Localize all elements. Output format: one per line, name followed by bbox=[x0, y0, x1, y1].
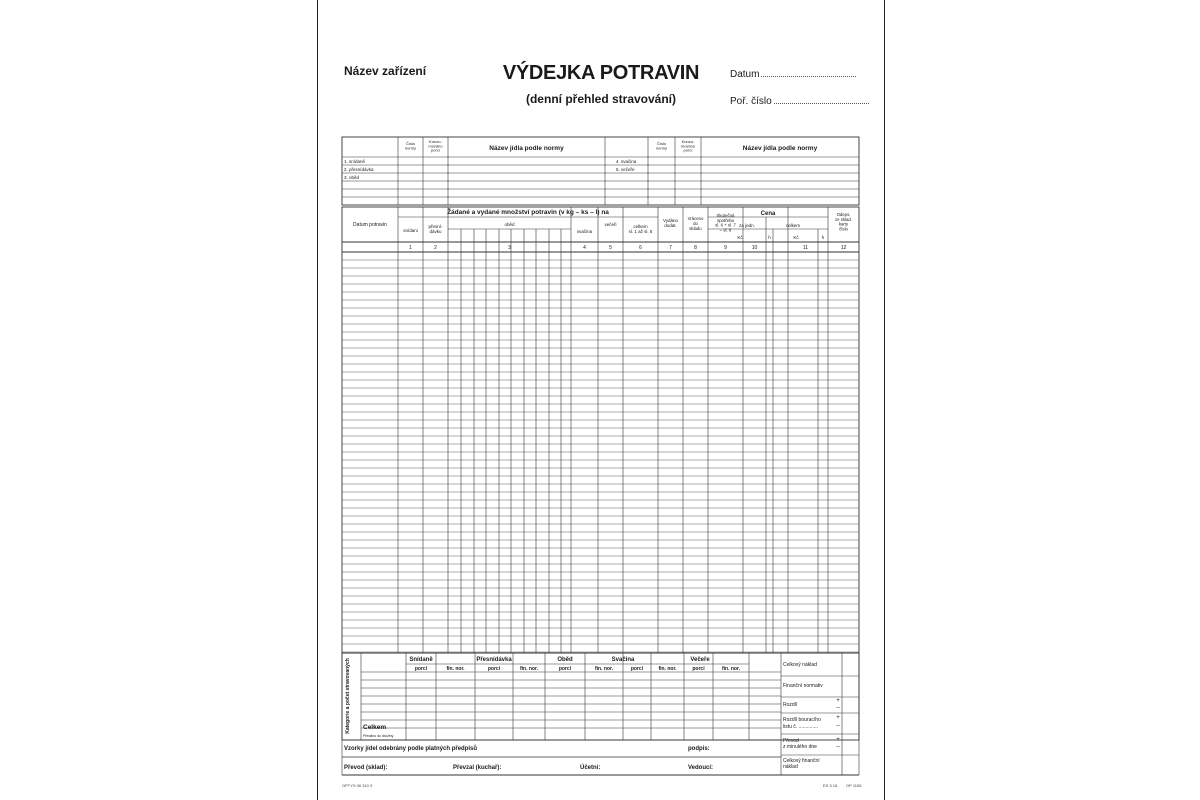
minus-sign: – bbox=[836, 744, 840, 750]
top-meal-right: 5. večeře bbox=[616, 167, 635, 172]
column-number: 4 bbox=[583, 245, 586, 251]
column-number: 3 bbox=[508, 245, 511, 251]
kc-header-2: Kč bbox=[793, 235, 799, 240]
summary-meal-header: Oběd bbox=[557, 657, 573, 663]
summary-porci-header: porcí bbox=[630, 666, 644, 672]
column-number: 1 bbox=[409, 245, 412, 251]
h-header-2: h bbox=[821, 235, 825, 240]
main-table-border bbox=[342, 207, 859, 653]
group-header: Žádané a vydané množství potravin (v kg – ks – l) na bbox=[447, 209, 609, 216]
skutecna-header: – sl. 8 bbox=[719, 227, 732, 233]
celkem-price-header: celkem bbox=[785, 223, 801, 228]
odeps-header: ze sklad. bbox=[835, 216, 852, 222]
plus-sign: + bbox=[836, 737, 840, 743]
column-number: 2 bbox=[434, 245, 437, 251]
summary-porci-header: porcí bbox=[414, 666, 428, 672]
kc-header-1: Kč bbox=[737, 235, 743, 240]
top-cislo-header-right: normy bbox=[655, 145, 668, 151]
top-meal-left: 3. oběd bbox=[344, 175, 360, 180]
top-meal-right: 4. svačina bbox=[616, 159, 637, 164]
summary-fin-nor-header: fin. nor. bbox=[519, 666, 539, 672]
top-meal-left: 1. snídaně bbox=[344, 159, 366, 164]
date-label: Datum bbox=[730, 69, 760, 80]
vraceno-header: do bbox=[693, 221, 698, 226]
top-nazev-header: Název jídla podle normy bbox=[489, 145, 564, 152]
vydano-header: Vydáno bbox=[662, 218, 679, 223]
column-number: 6 bbox=[639, 245, 642, 251]
summary-fin-nor-header: fin. nor. bbox=[594, 666, 614, 672]
sub-svacina-header: svačina bbox=[576, 229, 593, 234]
vraceno-header: Vráceno bbox=[687, 216, 704, 221]
right-rozdil-bouraciho: Rozdíl bouracího bbox=[783, 717, 821, 723]
summary-meal-header: Večeře bbox=[690, 657, 710, 663]
sub-obed-header: oběd bbox=[504, 222, 515, 227]
top-konz-header: porcí bbox=[431, 147, 440, 153]
top-nazev-header-right: Název jídla podle normy bbox=[742, 145, 818, 152]
right-prevod: Převod bbox=[783, 738, 799, 744]
column-number: 7 bbox=[669, 245, 672, 251]
sub-presnidavku-header: dávku bbox=[429, 229, 442, 234]
summary-porci-header: porcí bbox=[692, 666, 705, 672]
top-konz-header: mováno bbox=[428, 143, 443, 149]
right-rozdil: Rozdíl bbox=[783, 702, 798, 708]
top-konz-header-right: mováno bbox=[680, 143, 696, 149]
footer-podpis: podpis: bbox=[688, 746, 710, 752]
column-number: 8 bbox=[694, 245, 697, 251]
form-code-mid: ES 5 18 bbox=[823, 783, 838, 788]
summary-predano-label: Předáno do družiny bbox=[363, 734, 394, 738]
sub-celkem-header: celkem bbox=[633, 224, 648, 229]
form-title: VÝDEJKA POTRAVIN bbox=[502, 62, 700, 84]
summary-meal-header: Snídaně bbox=[409, 657, 433, 663]
summary-celkem-label: Celkem bbox=[363, 724, 387, 731]
sub-snidani-header: snídani bbox=[403, 228, 418, 233]
column-number: 10 bbox=[751, 245, 758, 251]
vydano-header: dodat. bbox=[664, 223, 677, 228]
summary-fin-nor-header: fin. nor. bbox=[658, 666, 677, 672]
top-cislo-header-right: Číslo bbox=[656, 141, 667, 146]
top-meal-left: 2. přesnídávka bbox=[344, 167, 374, 172]
skutecna-header: Skutečná bbox=[716, 213, 735, 218]
right-financni-normativ: Finanční normativ bbox=[783, 683, 823, 689]
footer-vzorky: Vzorky jídel odebrány podle platných předpisů bbox=[344, 746, 478, 752]
h-header-1: h bbox=[768, 235, 771, 240]
odeps-header: Odeps. bbox=[836, 212, 851, 217]
column-number: 12 bbox=[840, 245, 847, 251]
facility-name-label: Název zařízení bbox=[344, 64, 427, 78]
summary-vertical-label: Kategorie a počet stravovaných bbox=[345, 658, 351, 734]
column-number: 11 bbox=[802, 245, 809, 251]
footer-prevod: Převod (sklad): bbox=[344, 765, 388, 771]
top-cislo-header: Číslo bbox=[405, 141, 416, 146]
footer-prevzal: Převzal (kuchař): bbox=[453, 765, 502, 771]
form-grid bbox=[318, 0, 884, 800]
odeps-header: karty bbox=[838, 221, 849, 227]
top-konz-header: Konzu- bbox=[429, 139, 442, 144]
za-jedn-header: za jedn. bbox=[739, 223, 755, 228]
footer-vedouci: Vedoucí: bbox=[688, 765, 714, 771]
skutecna-header: sl. 6 + sl. 7 bbox=[715, 222, 736, 228]
footer-ucetni: Účetní: bbox=[580, 765, 601, 771]
summary-porci-header: porcí bbox=[487, 666, 501, 672]
minus-sign: – bbox=[836, 723, 840, 729]
summary-fin-nor-header: fin. nor. bbox=[721, 666, 741, 672]
plus-sign: + bbox=[836, 698, 840, 704]
sub-veceri-header: večeři bbox=[604, 222, 617, 227]
order-number-label: Poř. číslo bbox=[730, 96, 772, 107]
form-code-right: OP 1155 bbox=[846, 783, 862, 788]
right-prevod-2: z minulého dne bbox=[783, 744, 817, 750]
right-rozdil-bouraciho-2: listu č. .............. bbox=[783, 724, 819, 730]
right-celkovy-naklad: Celkový náklad bbox=[783, 662, 817, 668]
top-konz-header-right: porcí bbox=[683, 147, 693, 153]
vraceno-header: skladu bbox=[689, 226, 702, 231]
summary-porci-header: porcí bbox=[558, 666, 572, 672]
right-celkovy-financni-2: náklad bbox=[783, 764, 798, 770]
summary-fin-nor-header: fin. nor. bbox=[446, 666, 465, 672]
column-number: 9 bbox=[724, 245, 727, 251]
plus-sign: + bbox=[836, 715, 840, 721]
date-col-header: Datum potravin bbox=[353, 222, 387, 228]
top-konz-header-right: Konzu- bbox=[681, 139, 695, 144]
summary-meal-header: Svačina bbox=[611, 657, 635, 663]
sub-presnidavku-header: přesní- bbox=[428, 224, 443, 229]
summary-meal-header: Přesnídávka bbox=[476, 657, 512, 663]
cena-header: Cena bbox=[760, 211, 776, 217]
top-cislo-header: normy bbox=[404, 145, 417, 151]
form-code-left: OPTYS 06 310 3 bbox=[342, 783, 373, 788]
form-sheet bbox=[317, 0, 885, 800]
column-number: 5 bbox=[609, 245, 612, 251]
right-celkovy-financni: Celkový finanční bbox=[783, 758, 820, 764]
skutecna-header: spotřeba bbox=[717, 217, 734, 223]
form-subtitle: (denní přehled stravování) bbox=[525, 92, 677, 106]
minus-sign: – bbox=[836, 705, 840, 711]
sub-celkem-header: sl. 1 až sl. 5 bbox=[628, 229, 653, 234]
odeps-header: číslo bbox=[839, 226, 848, 232]
